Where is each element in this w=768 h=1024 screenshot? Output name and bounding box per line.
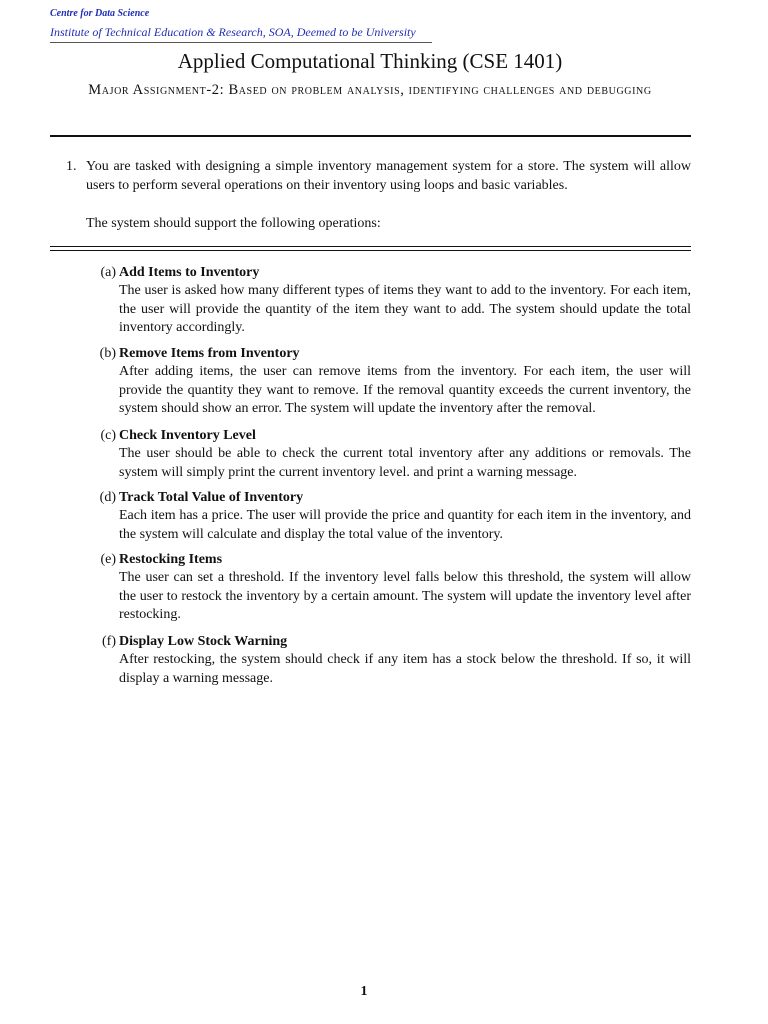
list-item-body: After adding items, the user can remove items from the inventory. For each item, the user will provide the quantity they want to remove. If the removal quantity exceeds the current inventory, the system should show an error. The system will update the inventory after the removal. xyxy=(119,364,691,417)
list-item-title: Add Items to Inventory xyxy=(119,265,260,280)
page-title: Applied Computational Thinking (CSE 1401) xyxy=(177,49,563,73)
list-item-title: Display Low Stock Warning xyxy=(119,634,288,649)
list-item-body: After restocking, the system should check if any item has a stock below the threshold. If so, it will display a warning message. xyxy=(119,652,691,686)
list-item-title: Remove Items from Inventory xyxy=(119,346,300,361)
list-item-label: (d) xyxy=(99,490,116,505)
page-subtitle: Major Assignment-2: Based on problem analysis, identifying challenges and debugging xyxy=(88,82,652,98)
list-item-body: The user can set a threshold. If the inventory level falls below this threshold, the system will allow the user to restock the inventory by a certain amount. The system will update the inventory level after restocking. xyxy=(119,570,691,623)
question-number: 1. xyxy=(66,159,77,174)
double-divider xyxy=(50,246,691,251)
title-divider xyxy=(50,135,691,137)
list-item-label: (e) xyxy=(100,552,116,567)
list-item-title: Restocking Items xyxy=(119,552,223,567)
header-divider xyxy=(50,42,432,43)
list-item-body: The user should be able to check the current total inventory after any additions or removals. The system will simply print the current inventory level. and print a warning message. xyxy=(119,446,691,480)
list-item-label: (b) xyxy=(99,346,116,361)
list-item-title: Check Inventory Level xyxy=(119,428,256,443)
list-item-label: (c) xyxy=(100,428,116,443)
header-centre-name: Centre for Data Science xyxy=(50,8,150,19)
header-institute-name: Institute of Technical Education & Research, SOA, Deemed to be University xyxy=(50,25,416,39)
question-support-text: The system should support the following operations: xyxy=(86,216,381,231)
page-number: 1 xyxy=(360,984,368,999)
question-text: You are tasked with designing a simple inventory management system for a store. The system will allow users to perform several operations on their inventory using loops and basic variables. xyxy=(86,159,691,193)
list-item-label: (a) xyxy=(100,265,116,280)
list-item-label: (f) xyxy=(102,634,116,649)
list-item-title: Track Total Value of Inventory xyxy=(119,490,304,505)
list-item-body: The user is asked how many different types of items they want to add to the inventory. For each item, the user will provide the quantity of the item they want to add. The system should update the total inventory accordingly. xyxy=(119,283,691,336)
list-item-body: Each item has a price. The user will provide the price and quantity for each item in the inventory, and the system will calculate and display the total value of the inventory. xyxy=(119,508,691,542)
